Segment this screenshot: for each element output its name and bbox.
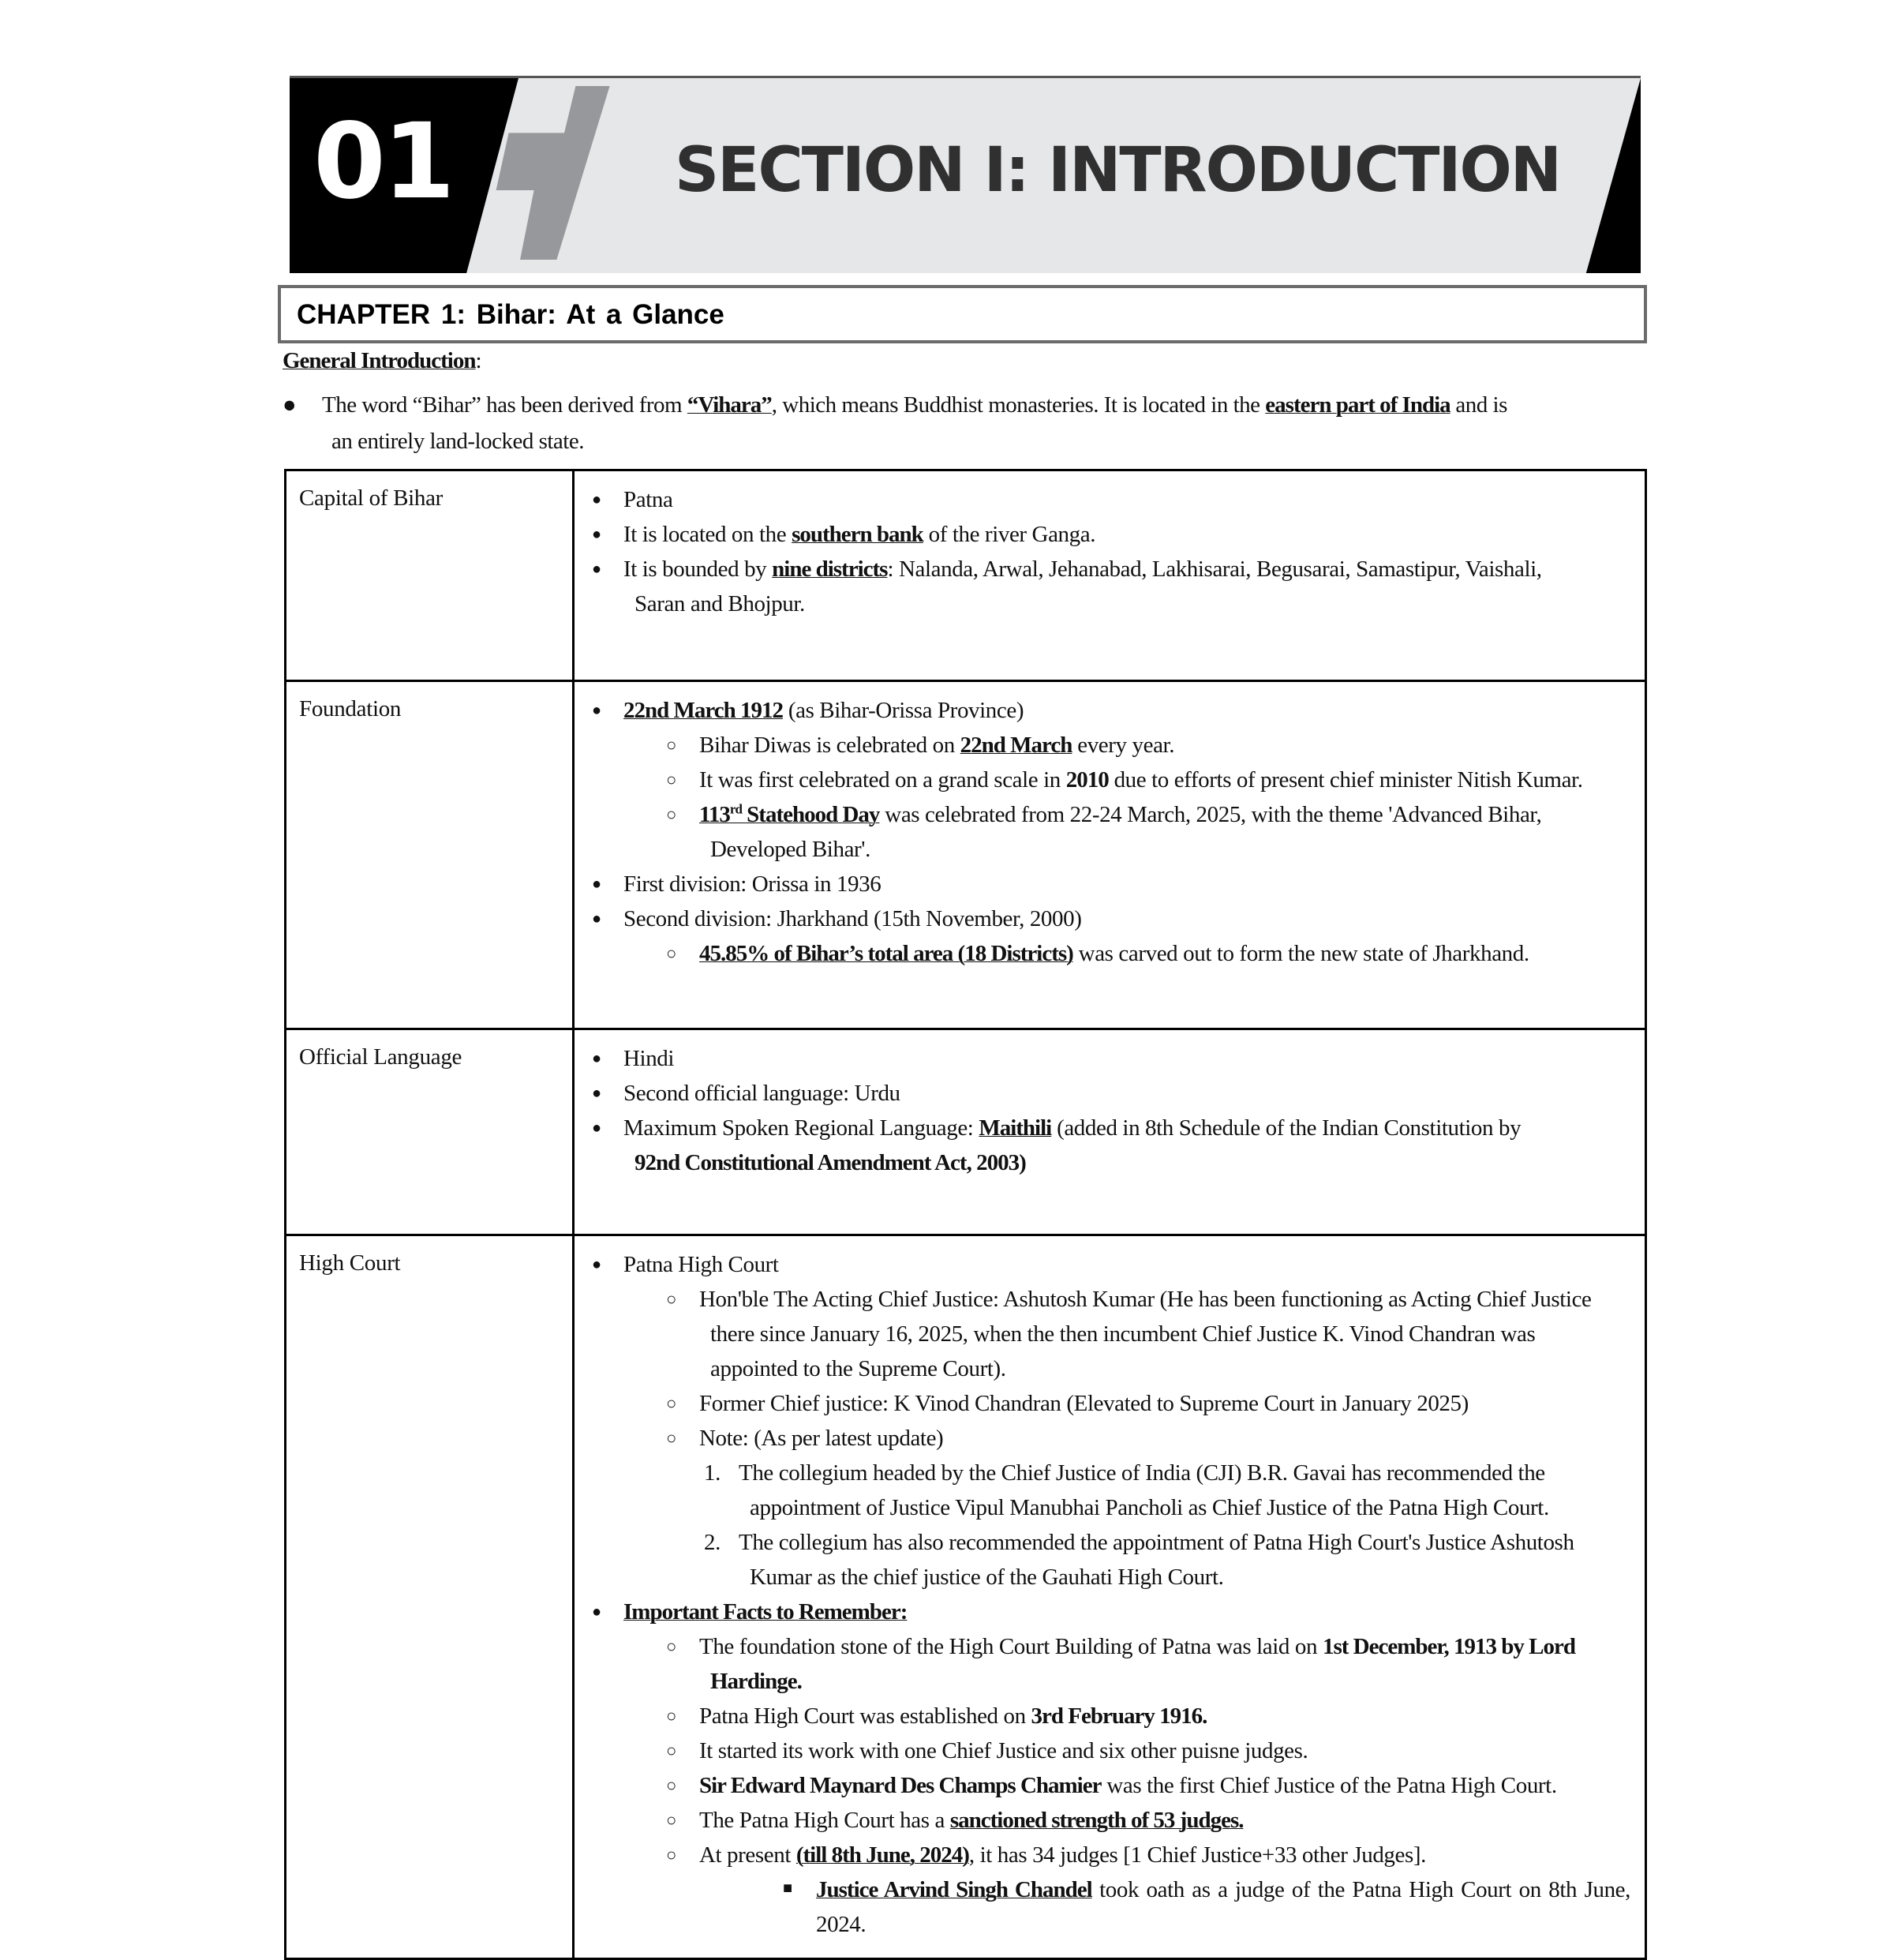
table-row-official-language bbox=[286, 1029, 1646, 1235]
row-content bbox=[574, 1235, 1646, 1959]
sub-list-item: ○ Note: (As per latest update) bbox=[623, 1421, 1630, 1456]
row-label: High Court bbox=[286, 1235, 574, 1959]
section-title: SECTION I: INTRODUCTION bbox=[675, 135, 1561, 206]
eastern-india-term: eastern part of India bbox=[1265, 392, 1450, 418]
section-banner bbox=[290, 76, 1641, 273]
square-bullet-item: ■ Justice Arvind Singh Chandel took oath as a judge of the Patna High Court on 8th June, 2024. bbox=[699, 1872, 1630, 1942]
vihara-term: “Vihara” bbox=[687, 392, 772, 418]
bihar-facts-table bbox=[284, 469, 1647, 1960]
sub-list-item: ○ It was first celebrated on a grand scale in 2010 due to efforts of present chief minister Nitish Kumar. bbox=[623, 763, 1630, 797]
row-content bbox=[574, 470, 1646, 681]
intro-line-2: an entirely land-locked state. bbox=[331, 429, 584, 454]
general-intro-label: General Introduction bbox=[283, 348, 476, 373]
sub-list-item: ○ At present (till 8th June, 2024), it has 34 judges [1 Chief Justice+33 other Judges]. ■ Justice Arvind Singh Chandel took oath as a judge of the Patna High Court on 8th June, 2024. bbox=[623, 1838, 1630, 1942]
list-item: ● Maximum Spoken Regional Language: Maithili (added in 8th Schedule of the Indian Constitution by 92nd Constitutional Amendment Act, 2003) bbox=[586, 1111, 1630, 1180]
intro-paragraph bbox=[283, 387, 1651, 459]
row-label: Foundation bbox=[286, 681, 574, 1029]
list-item: ● First division: Orissa in 1936 bbox=[586, 867, 1630, 901]
row-label: Capital of Bihar bbox=[286, 470, 574, 681]
table-row-capital bbox=[286, 470, 1646, 681]
bullet-icon: ● bbox=[283, 392, 297, 418]
list-item: ● It is bounded by nine districts: Nalanda, Arwal, Jehanabad, Lakhisarai, Begusarai, Samastipur, Vaishali, Saran and Bhojpur. bbox=[586, 552, 1630, 621]
row-content bbox=[574, 681, 1646, 1029]
sub-list-item: ○ The foundation stone of the High Court Building of Patna was laid on 1st December, 1913 by Lord Hardinge. bbox=[623, 1629, 1630, 1699]
numbered-item: 1. The collegium headed by the Chief Justice of India (CJI) B.R. Gavai has recommended the appointment of Justice Vipul Manubhai Pancholi as Chief Justice of the Patna High Court. bbox=[704, 1460, 1549, 1520]
chapter-heading-box bbox=[278, 285, 1647, 343]
table-row-high-court bbox=[286, 1235, 1646, 1959]
banner-black-corner bbox=[1585, 78, 1641, 273]
sub-list-item: ○ The Patna High Court has a sanctioned strength of 53 judges. bbox=[623, 1803, 1630, 1838]
list-item: ● Second division: Jharkhand (15th November, 2000) ○ 45.85% of Bihar’s total area (18 Districts) was carved out to form the new state of Jharkhand. bbox=[586, 901, 1630, 971]
list-item: ● Second official language: Urdu bbox=[586, 1076, 1630, 1111]
sub-list-item: ○ 113rd Statehood Day was celebrated from 22-24 March, 2025, with the theme 'Advanced Bihar, Developed Bihar'. bbox=[623, 797, 1630, 867]
list-item: ● Patna High Court ○ Hon'ble The Acting Chief Justice: Ashutosh Kumar (He has been functioning as Acting Chief Justice there since January 16, 2025, when the then incumbent Chief Justice K. Vinod Chandran was appointed to the Supreme Court). ○ Former Chief justice: K Vinod Chandran (Elevated to Supreme Court in January 2025) ○ Note: (As per latest update) 1. The collegium headed by the Chief Justice of India (CJI) B.R. Gavai has recommended the appointment of Justice Vipul Manubhai Pancholi as Chief Justice of the Patna High Court. 2. The collegium has also recommended the appointment of Patna High Court's Justice Ashutosh Kumar as the chief justice of the Gauhati High Court. bbox=[586, 1247, 1630, 1595]
table-row-foundation bbox=[286, 681, 1646, 1029]
general-intro-colon: : bbox=[475, 348, 481, 373]
sub-list-item: ○ It started its work with one Chief Justice and six other puisne judges. bbox=[623, 1733, 1630, 1768]
section-number: 01 bbox=[313, 101, 452, 223]
sub-list-item: ○ Patna High Court was established on 3rd February 1916. bbox=[623, 1699, 1630, 1733]
general-intro-heading bbox=[283, 348, 481, 374]
sub-list-item: ○ 45.85% of Bihar’s total area (18 Districts) was carved out to form the new state of Jharkhand. bbox=[623, 936, 1630, 971]
list-item: ● 22nd March 1912 (as Bihar-Orissa Province) ○ Bihar Diwas is celebrated on 22nd March every year. ○ It was first celebrated on a grand scale in 2010 due to efforts of present chief minister Nitish Kumar. ○ 113rd Statehood Day was celebrated from 22-24 March, 2025, with the theme 'Advanced Bihar, Developed Bihar'. bbox=[586, 693, 1630, 867]
list-item: ● Important Facts to Remember: ○ The foundation stone of the High Court Building of Patna was laid on 1st December, 1913 by Lord Hardinge. ○ Patna High Court was established on 3rd February 1916. ○ It started its work with one Chief Justice and six other puisne judges. ○ Sir Edward Maynard Des Champs Chamier was the first Chief Justice of the Patna High Court. ○ The Patna High Court has a sanctioned strength of 53 judges. ○ At present (till 8th June, 2024), it has 34 judges [1 Chief Justice+33 other Judges]. ■ Justice Arvind Singh Chandel took oath as a judge of the Patna High Court on 8th June, 2024. bbox=[586, 1595, 1630, 1942]
intro-line-1: The word “Bihar” has been derived from “Vihara”, which means Buddhist monasteries. It is located in the eastern part of India and is bbox=[322, 392, 1507, 418]
sub-list-item: ○ Hon'ble The Acting Chief Justice: Ashutosh Kumar (He has been functioning as Acting Chief Justice there since January 16, 2025, when the then incumbent Chief Justice K. Vinod Chandran was appointed to the Supreme Court). bbox=[623, 1282, 1630, 1386]
list-item: ● Hindi bbox=[586, 1041, 1630, 1076]
row-label: Official Language bbox=[286, 1029, 574, 1235]
numbered-item: 2. The collegium has also recommended the appointment of Patna High Court's Justice Ashutosh Kumar as the chief justice of the Gauhati High Court. bbox=[704, 1530, 1574, 1590]
list-item: ● Patna bbox=[586, 482, 1630, 517]
sub-list-item: ○ Bihar Diwas is celebrated on 22nd March every year. bbox=[623, 728, 1630, 763]
sub-list-item: ○ Sir Edward Maynard Des Champs Chamier was the first Chief Justice of the Patna High Court. bbox=[623, 1768, 1630, 1803]
list-item: ● It is located on the southern bank of the river Ganga. bbox=[586, 517, 1630, 552]
row-content bbox=[574, 1029, 1646, 1235]
chapter-title: CHAPTER 1: Bihar: At a Glance bbox=[297, 299, 724, 330]
sub-list-item: ○ Former Chief justice: K Vinod Chandran (Elevated to Supreme Court in January 2025) bbox=[623, 1386, 1630, 1421]
